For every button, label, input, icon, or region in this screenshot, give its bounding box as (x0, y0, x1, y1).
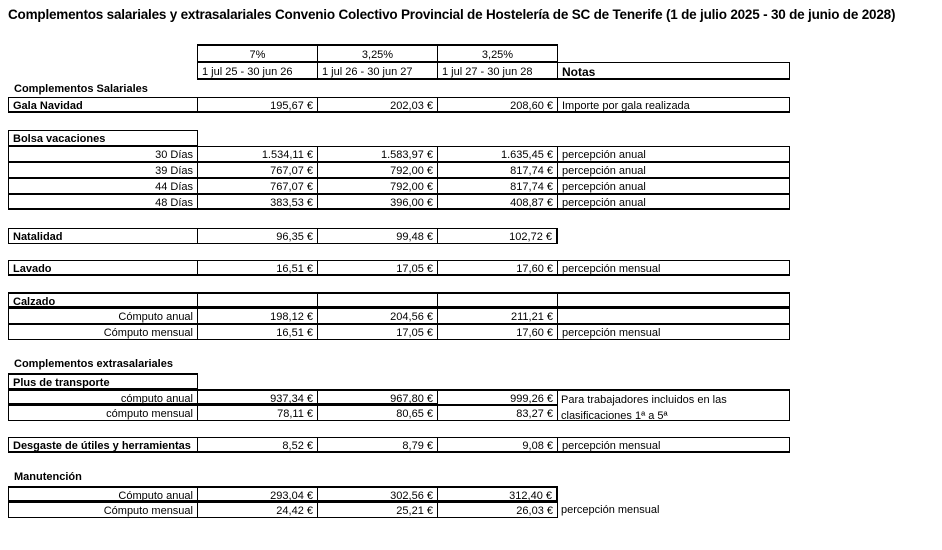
note: percepción anual (557, 146, 790, 162)
value: 80,65 € (317, 405, 438, 421)
value: 302,56 € (317, 486, 438, 502)
period-2: 1 jul 26 - 30 jun 27 (317, 62, 438, 80)
row-label: cómputo anual (8, 389, 198, 405)
period-3: 1 jul 27 - 30 jun 28 (437, 62, 558, 80)
value: 17,60 € (437, 260, 558, 276)
note: percepción mensual (557, 437, 790, 453)
increment-2: 3,25% (317, 44, 438, 62)
value: 9,08 € (437, 437, 558, 453)
note: percepción mensual (561, 504, 660, 516)
note: percepción anual (557, 162, 790, 178)
value: 204,56 € (317, 308, 438, 324)
document-title: Complementos salariales y extrasalariales Convenio Colectivo Provincial de Hostelería de SC de Tenerife (1 de julio 2025 - 30 de junio de 2028) (8, 7, 896, 22)
empty-cell (197, 292, 318, 308)
value: 967,80 € (317, 389, 438, 405)
row-label: 30 Días (8, 146, 198, 162)
increment-3: 3,25% (437, 44, 558, 62)
value: 1.534,11 € (197, 146, 318, 162)
value: 792,00 € (317, 162, 438, 178)
value: 16,51 € (197, 260, 318, 276)
value: 817,74 € (437, 178, 558, 194)
value: 26,03 € (437, 502, 558, 518)
value: 198,12 € (197, 308, 318, 324)
row-label: Cómputo anual (8, 486, 198, 502)
value: 312,40 € (437, 486, 558, 502)
row-label: 48 Días (8, 194, 198, 210)
row-label: Desgaste de útiles y herramientas (8, 437, 198, 453)
value: 396,00 € (317, 194, 438, 210)
row-label: Cómputo mensual (8, 324, 198, 340)
row-label: cómputo mensual (8, 405, 198, 421)
value: 1.583,97 € (317, 146, 438, 162)
note: percepción mensual (557, 260, 790, 276)
value: 1.635,45 € (437, 146, 558, 162)
note: percepción anual (557, 194, 790, 210)
note: percepción mensual (557, 324, 790, 340)
row-label: Lavado (8, 260, 198, 276)
period-1: 1 jul 25 - 30 jun 26 (197, 62, 318, 80)
value: 16,51 € (197, 324, 318, 340)
note-line: clasificaciones 1ª a 5ª (561, 410, 668, 422)
value: 24,42 € (197, 502, 318, 518)
value: 999,26 € (437, 389, 558, 405)
section-extrasalariales: Complementos extrasalariales (14, 358, 173, 370)
transporte-note (557, 389, 790, 421)
note: percepción anual (557, 178, 790, 194)
empty-cell (317, 292, 438, 308)
value: 767,07 € (197, 178, 318, 194)
value: 202,03 € (317, 97, 438, 113)
value: 25,21 € (317, 502, 438, 518)
value: 83,27 € (437, 405, 558, 421)
value: 8,79 € (317, 437, 438, 453)
empty-cell (557, 292, 790, 308)
value: 408,87 € (437, 194, 558, 210)
value: 792,00 € (317, 178, 438, 194)
value: 102,72 € (437, 228, 558, 244)
value: 383,53 € (197, 194, 318, 210)
row-label: Calzado (8, 292, 198, 308)
empty-cell (437, 292, 558, 308)
value: 208,60 € (437, 97, 558, 113)
row-label: 44 Días (8, 178, 198, 194)
value: 8,52 € (197, 437, 318, 453)
row-label: Cómputo anual (8, 308, 198, 324)
value: 17,60 € (437, 324, 558, 340)
value: 17,05 € (317, 260, 438, 276)
section-salariales: Complementos Salariales (14, 83, 148, 95)
value: 96,35 € (197, 228, 318, 244)
value: 817,74 € (437, 162, 558, 178)
row-label: Natalidad (8, 228, 198, 244)
manutencion-title: Manutención (14, 471, 82, 483)
note-line: Para trabajadores incluidos en las (561, 394, 727, 406)
row-label: Plus de transporte (8, 373, 198, 389)
empty-cell (557, 308, 790, 324)
row-label: Gala Navidad (8, 97, 198, 113)
value: 99,48 € (317, 228, 438, 244)
increment-1: 7% (197, 44, 318, 62)
value: 78,11 € (197, 405, 318, 421)
note: Importe por gala realizada (557, 97, 790, 113)
row-label: 39 Días (8, 162, 198, 178)
row-label: Cómputo mensual (8, 502, 198, 518)
value: 17,05 € (317, 324, 438, 340)
value: 767,07 € (197, 162, 318, 178)
value: 211,21 € (437, 308, 558, 324)
row-label: Bolsa vacaciones (8, 130, 198, 146)
value: 293,04 € (197, 486, 318, 502)
notes-header: Notas (557, 62, 790, 80)
value: 937,34 € (197, 389, 318, 405)
value: 195,67 € (197, 97, 318, 113)
